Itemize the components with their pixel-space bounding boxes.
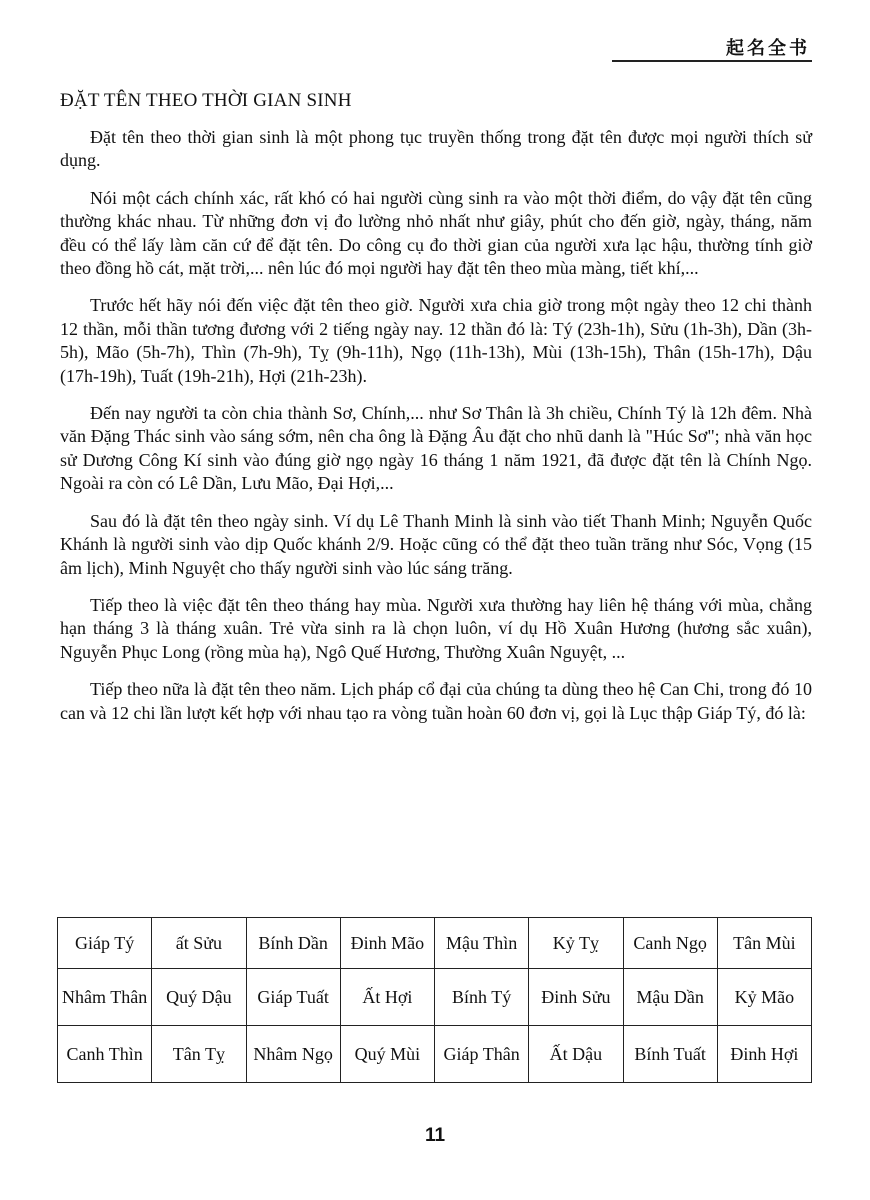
- section-title: ĐẶT TÊN THEO THỜI GIAN SINH: [60, 90, 352, 111]
- paragraph: Đến nay người ta còn chia thành Sơ, Chính,... như Sơ Thân là 3h chiều, Chính Tý là 12h đêm. Nhà văn Đặng Thác sinh vào sáng sớm, nên cha ông là Đặng Âu đặt cho nhũ danh là "Húc Sơ"; nhà văn học sử Dương Công Kí sinh vào đúng giờ ngọ ngày 16 tháng 1 năm 1921, đã được đặt tên là Chính Ngọ. Ngoài ra còn có Lê Dần, Lưu Mão, Đại Hợi,...: [60, 403, 812, 494]
- paragraph: Nói một cách chính xác, rất khó có hai người cùng sinh ra vào một thời điểm, do vậy đặt tên cũng thường khác nhau. Từ những đơn vị đo lường nhỏ nhất như giây, phút cho đến giờ, ngày, tháng, năm đều có thể lấy làm căn cứ để đặt tên. Do công cụ đo thời gian của người xưa lạc hậu, thường tính giờ theo đồng hồ cát, mặt trời,... nên lúc đó mọi người hay đặt tên theo mùa màng, tiết khí,...: [60, 187, 812, 279]
- table-cell: Canh Ngọ: [623, 918, 717, 969]
- table-cell: Bính Tuất: [623, 1026, 717, 1083]
- table-cell: Đinh Sửu: [529, 969, 623, 1026]
- paragraph: Tiếp theo là việc đặt tên theo tháng hay mùa. Người xưa thường hay liên hệ tháng với mùa, chẳng hạn tháng 3 là tháng xuân. Trẻ vừa sinh ra là chọn luôn, ví dụ Hồ Xuân Hương (hương sắc xuân), Nguyễn Phục Long (rồng mùa hạ), Ngô Quế Hương, Thường Xuân Nguyệt, ...: [60, 594, 812, 662]
- page-number: 11: [424, 1125, 446, 1146]
- ganzhi-cycle-table: [57, 917, 812, 1083]
- header-rule: [612, 60, 812, 62]
- running-header: 起名全书: [726, 38, 810, 59]
- table-cell: Quý Mùi: [340, 1026, 434, 1083]
- paragraph: Sau đó là đặt tên theo ngày sinh. Ví dụ Lê Thanh Minh là sinh vào tiết Thanh Minh; Nguyễn Quốc Khánh là người sinh vào dịp Quốc khánh 2/9. Hoặc cũng có thể đặt theo tuần trăng như Sóc, Vọng (15 âm lịch), Minh Nguyệt cho thấy người sinh vào lúc sáng trăng.: [60, 510, 812, 578]
- table-cell: Ất Hợi: [340, 969, 434, 1026]
- table-cell: Nhâm Thân: [58, 969, 152, 1026]
- table-cell: Giáp Tuất: [246, 969, 340, 1026]
- table-cell: Đinh Mão: [340, 918, 434, 969]
- table-cell: Bính Dần: [246, 918, 340, 969]
- paragraph: Tiếp theo nữa là đặt tên theo năm. Lịch pháp cổ đại của chúng ta dùng theo hệ Can Chi, trong đó 10 can và 12 chi lần lượt kết hợp với nhau tạo ra vòng tuần hoàn 60 đơn vị, gọi là Lục thập Giáp Tý, đó là:: [60, 679, 812, 723]
- table-cell: Quý Dậu: [152, 969, 246, 1026]
- table-row: [58, 1026, 812, 1083]
- table-cell: Tân Tỵ: [152, 1026, 246, 1083]
- table-cell: Mậu Thìn: [435, 918, 529, 969]
- table-cell: Mậu Dần: [623, 969, 717, 1026]
- paragraph: Trước hết hãy nói đến việc đặt tên theo giờ. Người xưa chia giờ trong một ngày theo 12 chi thành 12 thần, mỗi thần tương đương với 2 tiếng ngày nay. 12 thần đó là: Tý (23h-1h), Sửu (1h-3h), Dần (3h-5h), Mão (5h-7h), Thìn (7h-9h), Tỵ (9h-11h), Ngọ (11h-13h), Mùi (13h-15h), Thân (15h-17h), Dậu (17h-19h), Tuất (19h-21h), Hợi (21h-23h).: [60, 295, 812, 386]
- table-cell: Nhâm Ngọ: [246, 1026, 340, 1083]
- table-cell: Canh Thìn: [58, 1026, 152, 1083]
- table-cell: Kỷ Mão: [717, 969, 811, 1026]
- table-cell: Tân Mùi: [717, 918, 811, 969]
- table-row: [58, 918, 812, 969]
- paragraph: Đặt tên theo thời gian sinh là một phong tục truyền thống trong đặt tên được mọi người thích sử dụng.: [60, 127, 812, 171]
- table-cell: Giáp Thân: [435, 1026, 529, 1083]
- table-cell: Kỷ Tỵ: [529, 918, 623, 969]
- table-cell: Ất Dậu: [529, 1026, 623, 1083]
- body-text: [60, 126, 812, 739]
- table-cell: Giáp Tý: [58, 918, 152, 969]
- table-cell: Đinh Hợi: [717, 1026, 811, 1083]
- table-row: [58, 969, 812, 1026]
- table-cell: Bính Tý: [435, 969, 529, 1026]
- table-cell: ất Sửu: [152, 918, 246, 969]
